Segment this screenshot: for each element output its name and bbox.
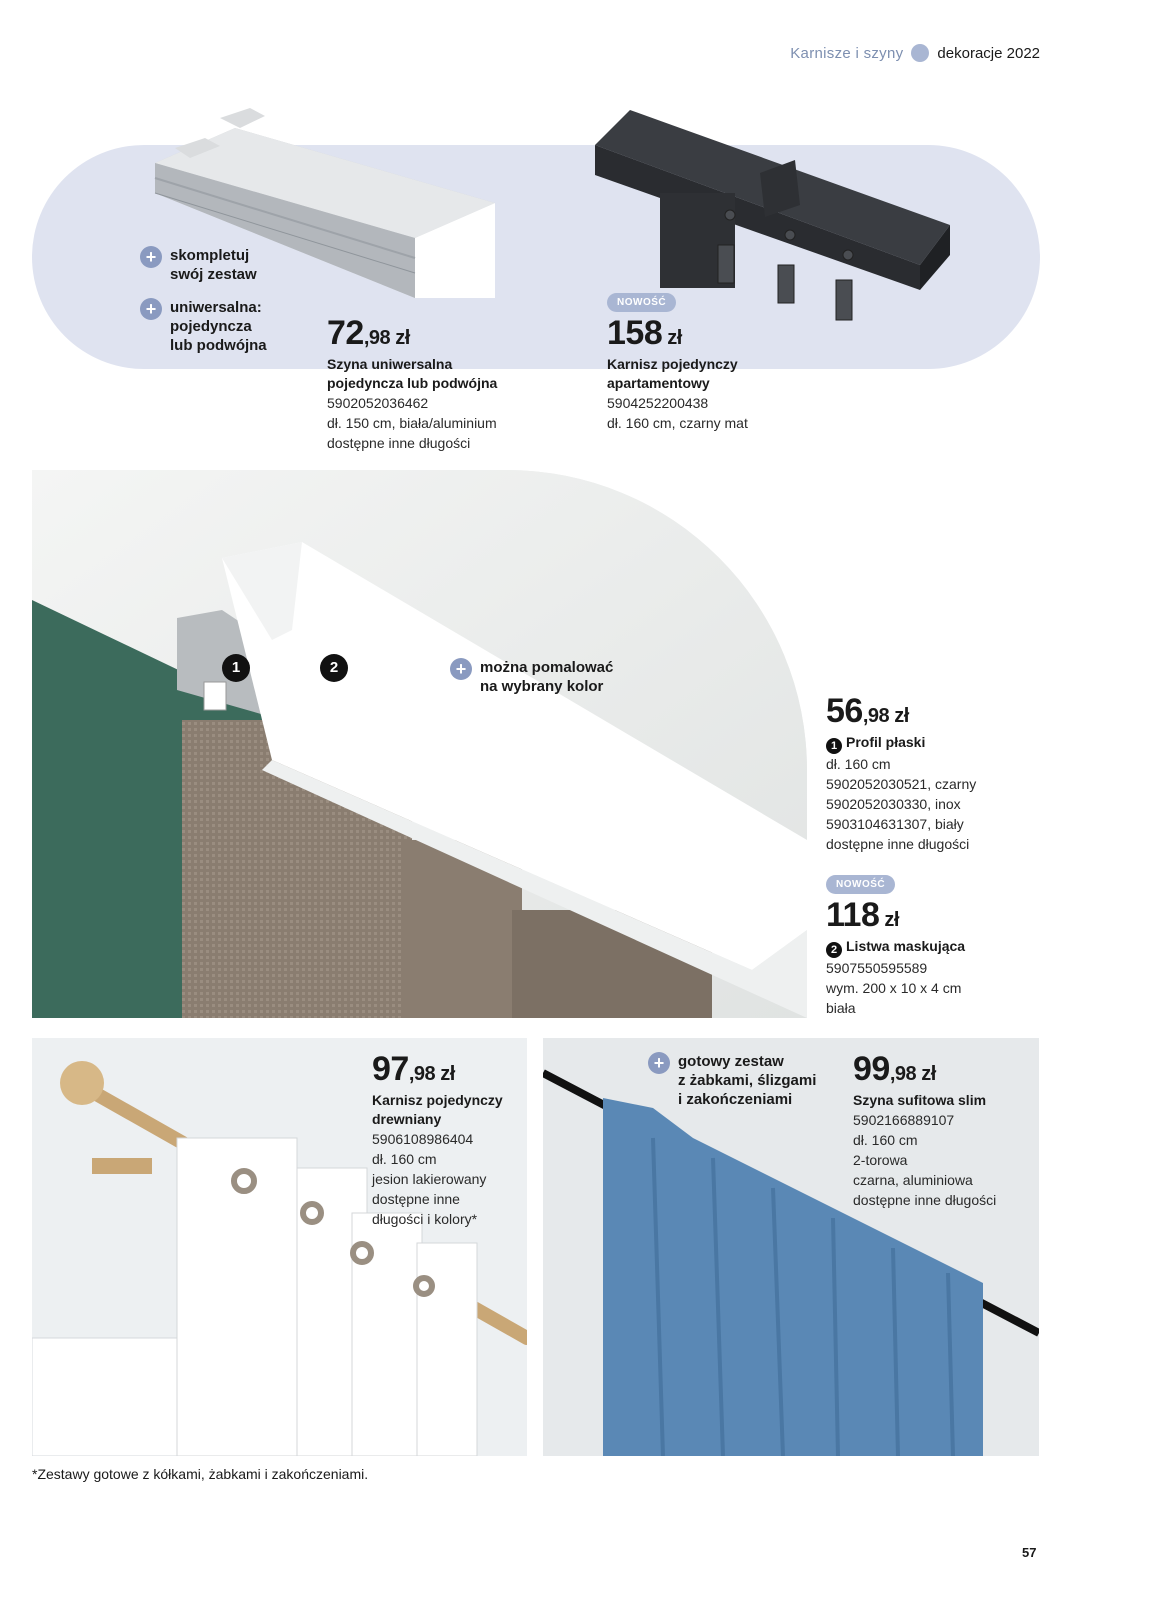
product-desc: 5902166889107 dł. 160 cm 2-torowa czarna, aluminiowa dostępne inne długości <box>853 1112 997 1208</box>
price <box>327 316 587 355</box>
page-number: 57 <box>1022 1545 1037 1560</box>
ceiling-rail-photo <box>32 470 807 1018</box>
price-dec: ,98 zł <box>889 1063 936 1085</box>
photo-feature <box>450 658 613 696</box>
product-desc: 5904252200438 dł. 160 cm, czarny mat <box>607 395 748 431</box>
product-desc: dł. 160 cm 5902052030521, czarny 5902052030330, inox 5903104631307, biały dostępne inne długości <box>826 756 977 852</box>
price-int: 99 <box>853 1050 890 1088</box>
plus-icon: + <box>140 298 162 320</box>
price <box>853 1052 1038 1091</box>
price-int: 118 <box>826 896 880 934</box>
price-dec: ,98 zł <box>363 327 410 349</box>
slim-rail-feature <box>648 1052 816 1109</box>
section-title: Karnisze i szyny <box>790 44 904 62</box>
price-dec: ,98 zł <box>408 1063 455 1085</box>
plus-icon: + <box>450 658 472 680</box>
product-name: Profil płaski <box>846 734 926 750</box>
band-feature-universal-text: uniwersalna: pojedyncza lub podwójna <box>170 299 267 354</box>
product-name: Szyna uniwersalna pojedyncza lub podwójna <box>327 356 498 391</box>
slim-rail-feature-text: gotowy zestaw z żabkami, ślizgami i zakończeniami <box>678 1053 817 1108</box>
page-header <box>790 44 1040 62</box>
price-int: 72 <box>327 314 364 352</box>
product-name-row <box>826 733 1056 754</box>
plus-icon: + <box>140 246 162 268</box>
photo-feature-text: można pomalować na wybrany kolor <box>480 659 614 695</box>
product-name: Szyna sufitowa slim <box>853 1092 987 1108</box>
product-desc: 5907550595589 wym. 200 x 10 x 4 cm biała <box>826 960 962 1016</box>
product-apartment-rod <box>607 292 867 433</box>
band-feature-kit <box>140 246 257 284</box>
product-flat-profile <box>826 694 1056 854</box>
number-badge: 1 <box>826 738 842 754</box>
product-wooden-rod <box>372 1052 532 1229</box>
band-feature-kit-text: skompletuj swój zestaw <box>170 247 257 283</box>
price-int: 56 <box>826 692 863 730</box>
product-masking-strip <box>826 874 1056 1018</box>
new-badge: NOWOŚĆ <box>607 293 676 312</box>
band-feature-universal <box>140 298 267 355</box>
product-name: Karnisz pojedynczy apartamentowy <box>607 356 738 391</box>
product-universal-rail <box>327 316 587 453</box>
product-name: Karnisz pojedynczy drewniany <box>372 1092 503 1127</box>
plus-icon: + <box>648 1052 670 1074</box>
number-badge: 2 <box>826 942 842 958</box>
price-dec: zł <box>879 909 899 931</box>
price-dec: zł <box>662 327 682 349</box>
marker-1: 1 <box>222 654 250 682</box>
product-slim-ceiling-rail <box>853 1052 1038 1210</box>
price <box>607 316 867 355</box>
price-int: 158 <box>607 314 663 352</box>
product-desc: 5902052036462 dł. 150 cm, biała/aluminium dostępne inne długości <box>327 395 497 451</box>
price-int: 97 <box>372 1050 409 1088</box>
header-dot-icon <box>911 44 929 62</box>
product-name-row <box>826 937 1056 958</box>
price-dec: ,98 zł <box>862 705 909 727</box>
new-badge: NOWOŚĆ <box>826 875 895 894</box>
catalog-title: dekoracje 2022 <box>937 44 1040 62</box>
price <box>826 898 1056 937</box>
main-photo <box>32 470 807 1018</box>
footnote: *Zestawy gotowe z kółkami, żabkami i zakończeniami. <box>32 1466 369 1482</box>
price <box>826 694 1056 733</box>
product-desc: 5906108986404 dł. 160 cm jesion lakierowany dostępne inne długości i kolory* <box>372 1131 487 1227</box>
product-name: Listwa maskująca <box>846 938 966 954</box>
marker-2: 2 <box>320 654 348 682</box>
price <box>372 1052 532 1091</box>
